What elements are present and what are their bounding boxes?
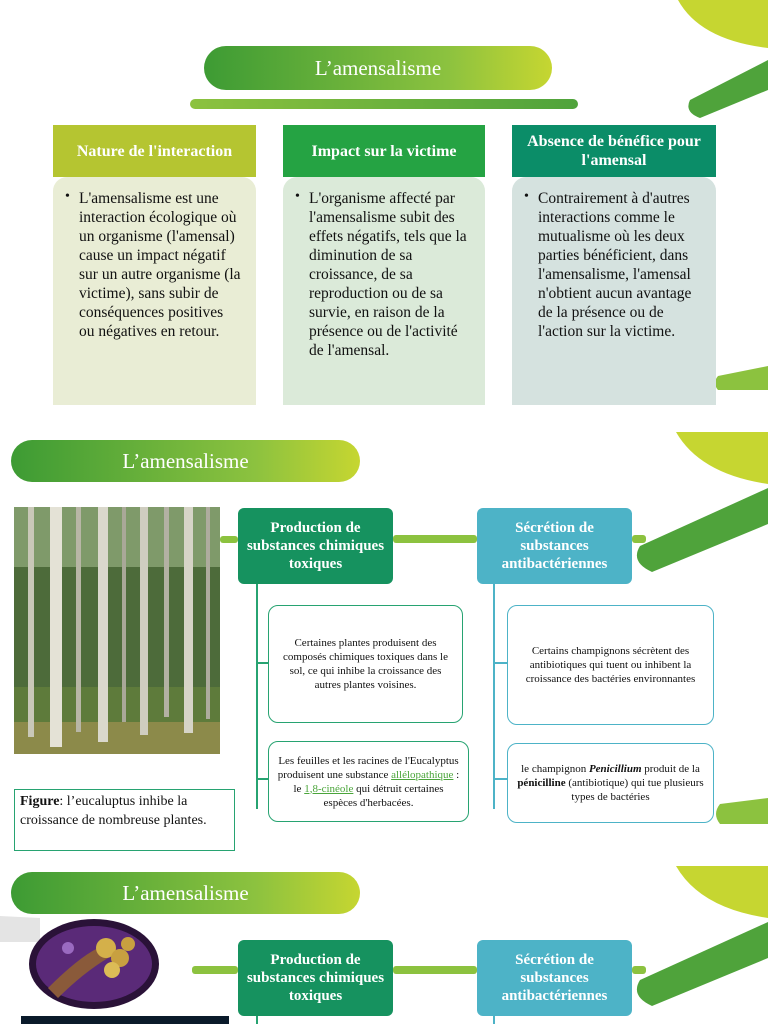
card-text: produit de la (641, 763, 700, 775)
connector (493, 584, 495, 809)
card-text: : le (293, 768, 460, 795)
caption-label: Figure (20, 794, 60, 809)
slide-title: L’amensalisme (11, 440, 360, 482)
slide-title: L’amensalisme (204, 46, 552, 90)
column-text: L'organisme affecté par l'amensalisme subit des effets négatifs, tels que la diminution de sa croissance, de sa reproduction ou de sa survie, en raison de la présence ou de l'activité de l'amensal. (309, 190, 467, 359)
figure-caption (14, 789, 235, 851)
column-text: L'amensalisme est une interaction écologique où un organisme (l'amensal) cause un impact négatif sur un autre organisme (la victime), sans subir de conséquences positives ou négatives en retour. (79, 190, 241, 340)
connector (192, 966, 238, 974)
slide-title: L’amensalisme (11, 872, 360, 914)
node-antibacterial-secretion: Sécrétion de substances antibactériennes (477, 940, 632, 1016)
image-placeholder (21, 1016, 229, 1024)
connector (256, 584, 258, 809)
card-fungi-antibiotics: Certains champignons sécrètent des antibiotiques qui tuent ou inhibent la croissance des bactéries environnantes (507, 605, 714, 725)
card-text: le champignon (521, 763, 589, 775)
card-text-italic: Penicillium (588, 763, 642, 775)
connector (632, 535, 646, 543)
connector (220, 536, 238, 543)
title-underline (190, 99, 578, 109)
node-toxic-substances: Production de substances chimiques toxiques (238, 508, 393, 584)
connector (256, 662, 268, 664)
column-text: Contrairement à d'autres interactions comme le mutualisme où les deux parties bénéficient, dans l'amensalisme, l'amensal n'obtient aucun avantage de la présence ou de l'action sur la victime. (538, 190, 692, 340)
slide-3 (0, 866, 768, 1024)
penicillium-micrograph (28, 918, 160, 1010)
column-header-nature: Nature de l'interaction (53, 125, 256, 177)
connector (493, 778, 507, 780)
connector (393, 535, 477, 543)
bullet-icon: • (65, 189, 70, 204)
card-text: qui détruit certaines espèces d'herbacées. (323, 782, 444, 809)
bullet-icon: • (295, 189, 300, 204)
connector (493, 662, 507, 664)
column-body-impact (283, 177, 485, 405)
eucalyptus-forest-photo (14, 507, 220, 754)
connector (493, 1016, 495, 1024)
card-penicillium (507, 743, 714, 823)
slide-1 (0, 0, 768, 405)
connector (256, 778, 268, 780)
column-header-impact: Impact sur la victime (283, 125, 485, 177)
caption-text: : l’eucaluptus inhibe la croissance de nombreuse plantes. (20, 794, 207, 828)
card-text: Les feuilles et les racines de l'Eucalyptus produisent une substance (277, 754, 459, 781)
card-toxic-plants: Certaines plantes produisent des composés chimiques toxiques dans le sol, ce qui inhibe la croissance des autres plantes voisines. (268, 605, 463, 723)
link-cineole[interactable]: 1,8-cinéole (304, 782, 354, 795)
column-body-nature (53, 177, 256, 405)
node-toxic-substances: Production de substances chimiques toxiques (238, 940, 393, 1016)
column-body-absence (512, 177, 716, 405)
card-eucalyptus (268, 741, 469, 822)
connector (256, 1016, 258, 1024)
connector (393, 966, 477, 974)
column-header-absence: Absence de bénéfice pour l'amensal (512, 125, 716, 177)
card-text: (antibiotique) qui tue plusieurs types de bactéries (565, 777, 704, 803)
bullet-icon: • (524, 189, 529, 204)
slide-2 (0, 432, 768, 860)
link-allelopathique[interactable]: allélopathique (391, 768, 454, 781)
card-text-bold: pénicilline (517, 777, 566, 789)
connector (632, 966, 646, 974)
node-antibacterial-secretion: Sécrétion de substances antibactériennes (477, 508, 632, 584)
